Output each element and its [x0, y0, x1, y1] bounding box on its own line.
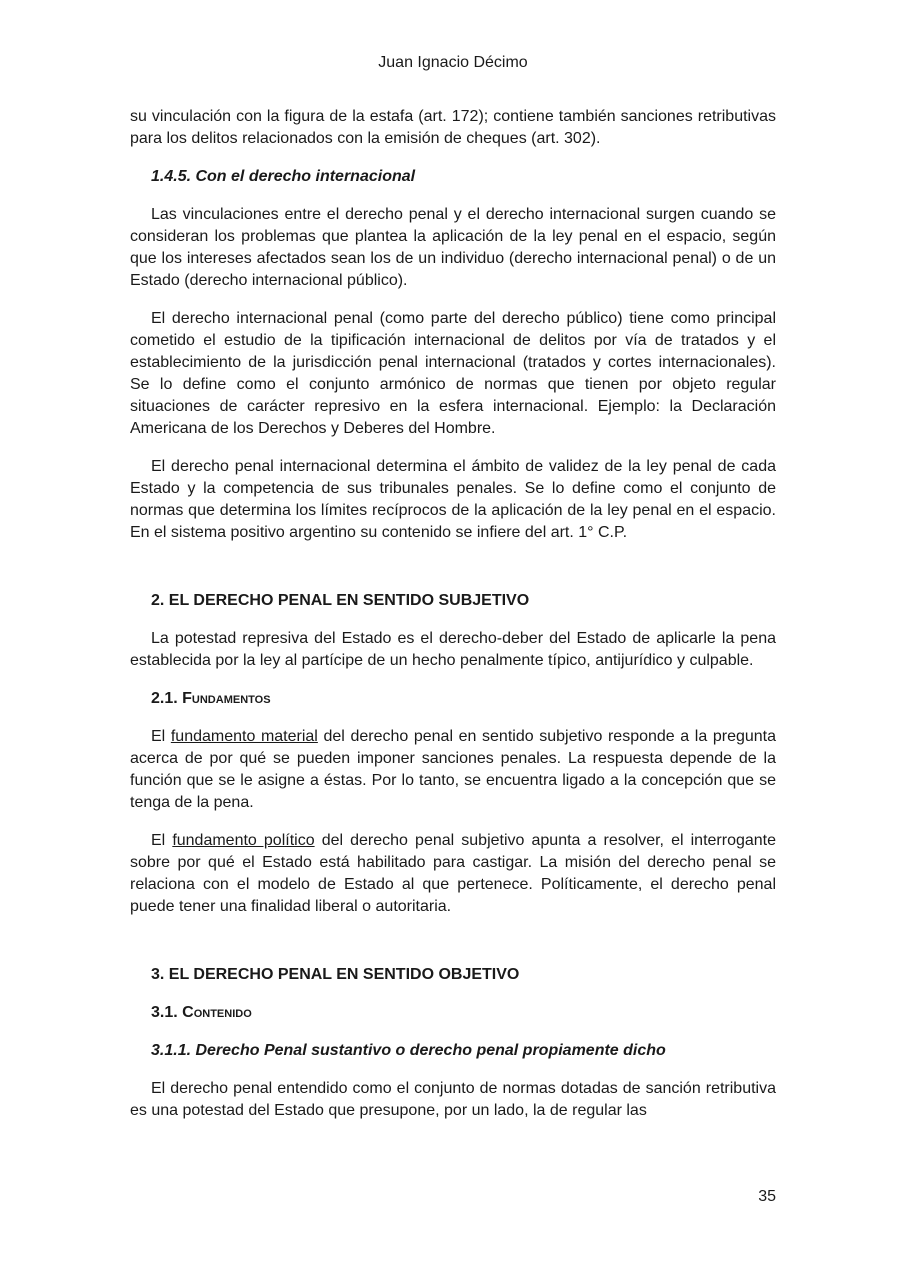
- heading-2-1-title: Fundamentos: [182, 690, 271, 707]
- paragraph-fundamento-politico: [130, 830, 776, 918]
- heading-3-1: [151, 1002, 776, 1024]
- heading-2-1: [151, 688, 776, 710]
- paragraph-potestad-represiva: La potestad represiva del Estado es el derecho-deber del Estado de aplicarle la pena establecida por la ley al partícipe de un hecho penalmente típico, antijurídico y culpable.: [130, 630, 776, 669]
- page-body: [130, 106, 776, 1138]
- paragraph-fundamento-politico-post: del derecho penal subjetivo apunta a resolver, el interrogante sobre por qué el Estado está habilitado para castigar. La misión del derecho penal se relaciona con el modelo de Estado al que pertenece. Políticamente, el derecho penal puede tener una finalidad liberal o autoritaria.: [130, 832, 776, 915]
- paragraph-derecho-penal-internacional: El derecho penal internacional determina el ámbito de validez de la ley penal de cada Estado y la competencia de sus tribunales penales. Se lo define como el conjunto de normas que determina los límites recíprocos de la aplicación de la ley penal en el espacio. En el sistema positivo argentino su contenido se infiere del art. 1° C.P.: [130, 458, 776, 541]
- paragraph-fundamento-material-pre: El: [151, 728, 171, 745]
- heading-1-4-5: 1.4.5. Con el derecho internacional: [151, 168, 416, 185]
- heading-3-1-1: 3.1.1. Derecho Penal sustantivo o derecho penal propiamente dicho: [151, 1042, 666, 1059]
- fundamento-politico-term: fundamento político: [172, 832, 315, 849]
- paragraph-derecho-internacional-penal: El derecho internacional penal (como parte del derecho público) tiene como principal cometido el estudio de la tipificación internacional de delitos por vía de tratados y el establecimiento de la jurisdicción penal internacional (tratados y cortes internacionales). Se lo define como el conjunto armónico de normas que tienen por objeto regular situaciones de carácter represivo en la esfera internacional. Ejemplo: la Declaración Americana de los Derechos y Deberes del Hombre.: [130, 310, 776, 437]
- paragraph-fundamento-politico-pre: El: [151, 832, 173, 849]
- paragraph-vinculaciones: Las vinculaciones entre el derecho penal y el derecho internacional surgen cuando se consideran los problemas que plantea la aplicación de la ley penal en el espacio, según que los intereses afectados sean los de un individuo (derecho internacional penal) o de un Estado (derecho internacional público).: [130, 206, 776, 289]
- paragraph-fundamento-material-post: del derecho penal en sentido subjetivo responde a la pregunta acerca de por qué se pueden imponer sanciones penales. La respuesta depende de la función que se le asigne a éstas. Por lo tanto, se encuentra ligado a la concepción que se tenga de la pena.: [130, 728, 777, 811]
- page-number: 35: [758, 1188, 776, 1205]
- heading-3-1-title: Contenido: [182, 1004, 252, 1021]
- running-header: Juan Ignacio Décimo: [378, 54, 528, 71]
- heading-section-3: 3. EL DERECHO PENAL EN SENTIDO OBJETIVO: [151, 966, 520, 983]
- heading-section-2: 2. EL DERECHO PENAL EN SENTIDO SUBJETIVO: [151, 592, 530, 609]
- heading-2-1-number: 2.1.: [151, 690, 183, 707]
- paragraph-fundamento-material: [130, 726, 776, 814]
- heading-3-1-number: 3.1.: [151, 1004, 183, 1021]
- paragraph-continuation: su vinculación con la figura de la estafa (art. 172); contiene también sanciones retributivas para los delitos relacionados con la emisión de cheques (art. 302).: [130, 108, 776, 147]
- fundamento-material-term: fundamento material: [170, 728, 318, 745]
- paragraph-derecho-penal-entendido: El derecho penal entendido como el conjunto de normas dotadas de sanción retributiva es una potestad del Estado que presupone, por un lado, la de regular las: [130, 1080, 776, 1119]
